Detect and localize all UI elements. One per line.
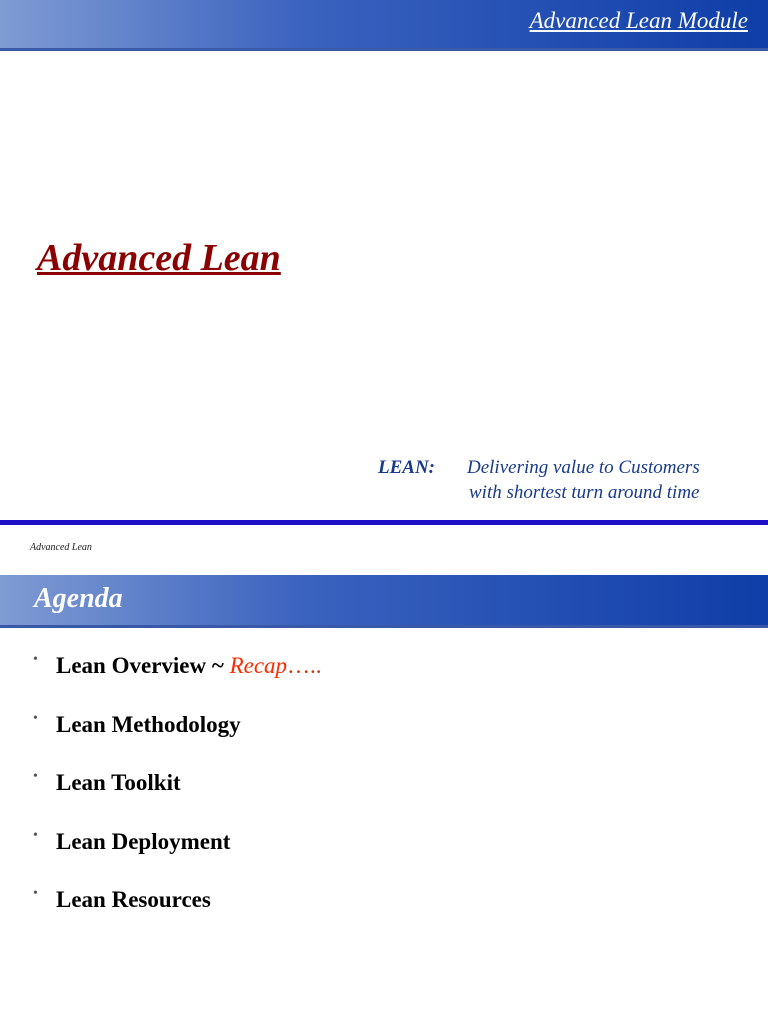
tagline-line-2: with shortest turn around time xyxy=(469,482,700,503)
bullet-icon: • xyxy=(33,886,38,901)
recap-highlight: Recap xyxy=(229,653,288,678)
footer-label: Advanced Lean xyxy=(30,542,92,553)
agenda-item-text: Lean Overview ~ xyxy=(56,653,230,678)
tagline-line-1: Delivering value to Customers xyxy=(467,457,700,478)
agenda-list xyxy=(0,648,768,941)
bullet-icon: • xyxy=(33,652,38,667)
bullet-icon: • xyxy=(33,769,38,784)
agenda-item-label: Lean Toolkit xyxy=(56,770,181,795)
bullet-icon: • xyxy=(33,710,38,726)
recap-ellipsis: ….. xyxy=(287,653,322,678)
bullet-icon: • xyxy=(33,827,38,843)
agenda-item-lean-resources xyxy=(0,882,768,941)
slide-divider xyxy=(0,520,768,525)
module-title: Advanced Lean Module xyxy=(529,8,748,33)
agenda-item-lean-toolkit xyxy=(0,765,768,824)
agenda-title: Agenda xyxy=(34,583,123,614)
agenda-item-label: Lean Methodology xyxy=(56,711,241,737)
agenda-item-label xyxy=(56,653,322,679)
agenda-item-lean-methodology xyxy=(0,707,768,766)
agenda-item-lean-overview xyxy=(0,648,768,707)
tagline-label: LEAN: xyxy=(378,457,435,478)
agenda-item-label: Lean Deployment xyxy=(56,828,231,854)
slide-title: Advanced Lean xyxy=(37,237,281,279)
agenda-banner xyxy=(0,575,768,628)
agenda-item-lean-deployment xyxy=(0,824,768,883)
agenda-item-label: Lean Resources xyxy=(56,887,211,912)
header-banner xyxy=(0,0,768,51)
